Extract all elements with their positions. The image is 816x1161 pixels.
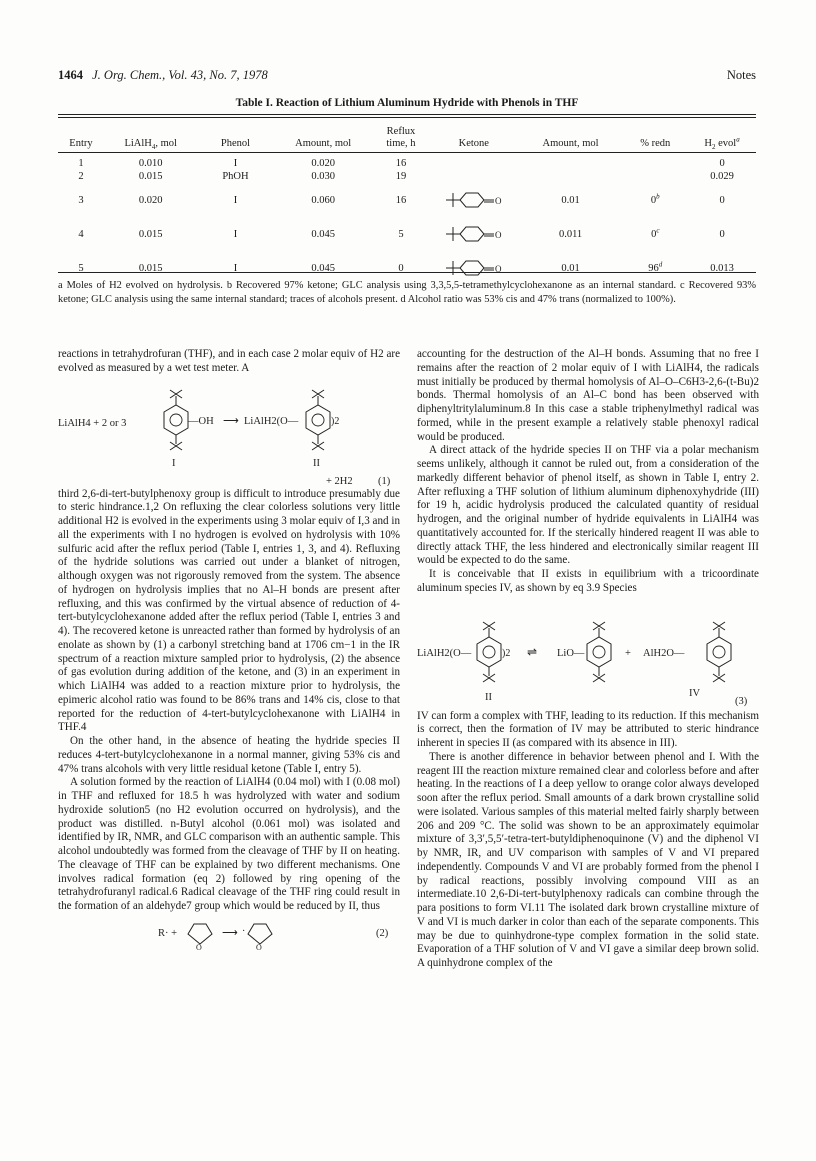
cell-phenol: I (233, 262, 238, 274)
cell-redn: 96$^d$ (648, 260, 663, 274)
svg-text:LiAlH2(O—: LiAlH2(O— (244, 415, 299, 427)
svg-text:AlH2O—: AlH2O— (643, 647, 685, 659)
svg-text:II: II (485, 691, 492, 703)
svg-text:⇌: ⇌ (527, 644, 538, 659)
svg-text:I: I (172, 457, 176, 469)
table-caption: Table I. Reaction of Lithium Aluminum Hydride with Phenols in THF (235, 97, 579, 109)
svg-text:O: O (256, 942, 262, 952)
cell-phenol: I (233, 194, 238, 206)
equation-2-structure (58, 914, 400, 952)
cell-amount: 0.030 (311, 171, 335, 182)
table-row (58, 183, 756, 217)
journal-citation: J. Org. Chem., Vol. 43, No. 7, 1978 (92, 68, 268, 82)
cell-kamount: 0.01 (561, 194, 580, 206)
svg-text:O: O (196, 942, 202, 952)
cell-lialh4: 0.020 (138, 194, 163, 206)
col-lialh4: LiAlH$_4$, mol (124, 138, 177, 152)
table-top-rule-2 (58, 117, 756, 118)
svg-text:O: O (494, 264, 502, 274)
svg-text:(3): (3) (735, 695, 748, 707)
svg-text:⟶: ⟶ (222, 926, 238, 939)
cell-redn: 0$^c$ (651, 226, 660, 240)
cell-entry: 4 (78, 228, 84, 240)
col-entry: Entry (69, 138, 93, 149)
col-reflux: Reflux time, h (386, 126, 416, 149)
col-phenol: Phenol (220, 138, 251, 149)
svg-text:O: O (494, 196, 502, 206)
svg-text:+: + (625, 647, 631, 659)
cell-amount: 0.045 (311, 262, 335, 274)
cell-phenol: PhOH (222, 171, 249, 182)
svg-text:(2): (2) (376, 927, 389, 939)
table-top-rule (58, 114, 756, 115)
svg-text:(1): (1) (378, 475, 391, 487)
tbu-cyclohexanone-structure (444, 224, 504, 244)
data-table (58, 126, 756, 285)
svg-text:LiAlH2(O—: LiAlH2(O— (417, 647, 472, 659)
table-row (58, 157, 756, 170)
svg-text:IV: IV (689, 687, 701, 699)
svg-text:LiAlH4 + 2 or 3: LiAlH4 + 2 or 3 (58, 417, 127, 429)
cell-time: 19 (395, 171, 407, 182)
equation-2 (58, 914, 400, 952)
cell-h2: 0 (719, 158, 725, 169)
cell-entry: 5 (78, 262, 84, 274)
cell-lialh4: 0.010 (138, 158, 163, 169)
paragraph: There is another difference in behavior between phenol and I. With the reagent III the reaction mixture remained clear and colorless before and after heating. In the reactions of I a deep yellow to orange color always developed soon after the reflux period. Small amounts of a dark brown crystalline solid were isolated. Various samples of this material melted fairly sharply between 206 and 209 °C. The solid was shown to be an approximately equimolar mixture of 3,3′,5,5′-tetra-tert-butyldiphenoquinone (V) and the diphenol VI by NMR, IR, and UV comparison with samples of V and VI prepared independently. Compounds V and VI are probably formed from the phenol I by radical reactions, possibly involving compound VIII as an intermediate.10 2,6-Di-tert-butylphenoxy radicals can combine through the para positions to form VI.11 The isolated dark brown crystalline mixture of V and VI is much darker in color than each of the separate components. This may be due to quinhydrone-type complex formation in the solid state. Evaporation of a THF solution of V and VI gave a similar deep brown solid. A quinhydrone complex of the (417, 750, 759, 969)
equation-1-structure (58, 376, 400, 488)
svg-text:II: II (313, 457, 320, 469)
cell-amount: 0.060 (311, 194, 335, 206)
cell-phenol: I (233, 228, 238, 240)
paragraph: reactions in tetrahydrofuran (THF), and in each case 2 molar equiv of H2 are evolved as measured by a wet test meter. A (58, 348, 400, 374)
cell-h2: 0 (719, 194, 725, 206)
cell-time: 16 (395, 194, 407, 206)
paragraph: A direct attack of the hydride species II on THF via a polar mechanism seems unlikely, although it cannot be ruled out, from a consideration of the markedly different behavior of phenol itself, as shown in Table I, entry 2. After refluxing a THF solution of lithium aluminum diphenoxyhydride (III) for 19 h, acidic hydrolysis produced the calculated quantity of residual hydrogen, and the original number of hydride equivalents in LiAlH4 was quantitatively accounted for. If the sterically hindered reagent II was able to directly attack THF, the less hindered and electronically similar reagent III would be expected to do the same. (417, 444, 759, 567)
ketone-structure (429, 183, 519, 217)
svg-text:)2: )2 (502, 647, 511, 659)
cell-lialh4: 0.015 (138, 228, 163, 240)
col-kamount: Amount, mol (542, 138, 599, 149)
svg-text:+ 2H2: + 2H2 (326, 475, 353, 487)
right-column (417, 348, 759, 971)
tbu-cyclohexanone-structure (444, 258, 504, 278)
page-number: 1464 (58, 68, 83, 82)
cell-redn: 0$^b$ (650, 192, 660, 206)
cell-h2: 0.029 (710, 171, 734, 182)
table-row (58, 217, 756, 251)
cell-h2: 0.013 (710, 262, 734, 274)
equation-3 (417, 596, 759, 710)
table-header-row (58, 126, 756, 150)
cell-lialh4: 0.015 (138, 171, 163, 182)
col-ketone: Ketone (458, 138, 489, 149)
paragraph: accounting for the destruction of the Al–H bonds. Assuming that no free I remains after the reaction of 2 molar equiv of I with LiAlH4, the radicals must initially be produced by thermal homolysis of Al–O–C6H3-2,6-(t-Bu)2 bonds. Thermal homolysis of an Al–C bond has been observed with diphenyltritylaluminum.8 In this case a stable triphenylmethyl radical was formed, while in the present example a relatively stable phenoxyl radical would be produced. (417, 348, 759, 443)
svg-text:)2: )2 (331, 415, 340, 427)
equation-3-structure (417, 596, 759, 710)
cell-entry: 3 (78, 194, 84, 206)
svg-text:·: · (242, 925, 246, 937)
cell-entry: 1 (78, 158, 84, 169)
cell-amount: 0.020 (311, 158, 335, 169)
cell-amount: 0.045 (311, 228, 335, 240)
svg-text:O: O (494, 230, 502, 240)
cell-kamount: 0.01 (561, 262, 580, 274)
equation-1 (58, 376, 400, 488)
paragraph: It is conceivable that II exists in equilibrium with a tricoordinate aluminum species IV, as shown by eq 3.9 Species (417, 568, 759, 594)
tbu-cyclohexanone-structure (444, 190, 504, 210)
section-label: Notes (726, 68, 756, 82)
paragraph: third 2,6-di-tert-butylphenoxy group is difficult to introduce presumably due to steric hindrance.1,2 On refluxing the clear colorless solutions very little additional H2 is evolved in the experiments using 3 molar equiv of I,3 and in all the experiments with I no hydrogen is evolved on hydrolysis with 10% sulfuric acid after the reflux period (Table I, entries 1, 3, and 4). Refluxing of the hydride solutions was carried out under a blanket of nitrogen, although oxygen was not rigorously removed from the system. The absence of hydrogen on hydrolysis implies that no Al–H bonds are present after refluxing, and this was confirmed by the virtual absence of reduction of 4-tert-butylcyclohexanone added after the reflux period (Table I, entries 3 and 4). The recovered ketone is unreacted rather than formed by hydrolysis of an enolate as shown by (1) a carbonyl stretching band at 1706 cm−1 in the IR spectrum of a reaction mixture sampled prior to hydrolysis, (2) the absence of gas evolution during addition of the ketone, and (3) in an experiment in which LiAlH4 was added to a reaction mixture prior to hydrolysis, the epimeric alcohol ratio was found to be 86% trans and 14% cis, close to that reported for the reduction of 4-tert-butylcyclohexanone with LiAlH4 in THF.4 (58, 487, 400, 734)
col-redn: % redn (640, 138, 671, 149)
svg-text:—OH: —OH (188, 415, 214, 427)
cell-time: 5 (398, 228, 404, 240)
col-amount: Amount, mol (295, 138, 352, 149)
svg-text:LiO—: LiO— (557, 647, 585, 659)
cell-entry: 2 (78, 171, 84, 182)
svg-text:⟶: ⟶ (223, 414, 239, 427)
paragraph: On the other hand, in the absence of heating the hydride species II reduces 4-tert-butylcyclohexanone in a normal manner, giving 53% cis and 47% trans alcohols with very little residual ketone (Table I, entry 5). (58, 735, 400, 775)
ketone-structure (429, 217, 519, 251)
table-row (58, 170, 756, 183)
running-header (58, 68, 756, 83)
paragraph: IV can form a complex with THF, leading to its reduction. If this mechanism is correct, then the formation of IV may be attributed to steric hindrance inherent in species II (as compared with its absence in III). (417, 709, 759, 749)
col-h2: $H_2$ evol$^a$ (704, 135, 740, 152)
cell-phenol: I (233, 158, 238, 169)
cell-kamount: 0.011 (558, 228, 583, 240)
svg-text:R· +: R· + (158, 927, 178, 939)
cell-time: 0 (398, 262, 404, 274)
cell-h2: 0 (719, 228, 725, 240)
left-column (58, 348, 400, 952)
cell-lialh4: 0.015 (138, 262, 163, 274)
cell-time: 16 (395, 158, 407, 169)
paragraph: A solution formed by the reaction of LiAlH4 (0.04 mol) with I (0.08 mol) in THF and refluxed for 18.5 h was hydrolyzed with water and sodium hydroxide solution5 (no H2 evolution occurred on hydrolysis), and the product was distilled. n-Butyl alcohol (0.061 mol) was isolated and identified by IR, NMR, and GLC comparison with an authentic sample. This alcohol undoubtedly was formed from the cleavage of THF by II on heating. The cleavage of THF can be explained by two different mechanisms. One involves radical formation (eq 2) followed by ring opening of the tetrahydrofuranyl radical.6 Radical cleavage of the THF ring could result in the formation of an aldehyde7 group which would be reduced by II, thus (58, 776, 400, 912)
table-bottom-rule (58, 272, 756, 273)
table-footnotes: a Moles of H2 evolved on hydrolysis. b Recovered 97% ketone; GLC analysis using 3,3,5,5-tetramethylcyclohexanone as an internal standard. c Recovered 93% ketone; GLC analysis using the same internal standard; traces of alcohols present. d Alcohol ratio was 53% cis and 47% trans (normalized to 100%). (58, 280, 756, 305)
